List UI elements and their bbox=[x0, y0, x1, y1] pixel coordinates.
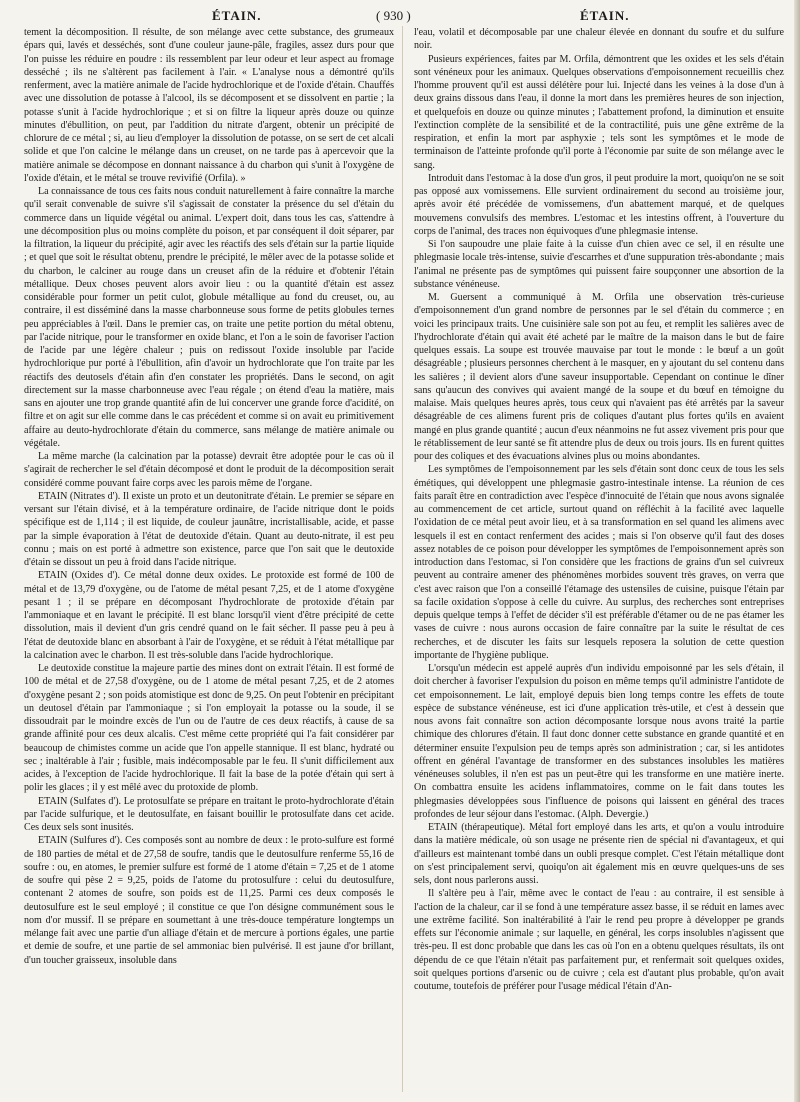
entry-sulfures: ETAIN (Sulfures d'). Ces composés sont au nombre de deux : le proto-sulfure est formé de 180 parties de métal et de 27,58 de soufre, tandis que le deutosulfure renferme 55,16 de soufre : ou, en atomes, le premier sulfure est formé de 1 atome d'étain = 7,25 et de 1 atome de soufre qui pèse 2 = 9,25, poids de l'atome du protosulfure : celui du deutosulfure, contenant 2 atomes de soufre, son poids est de 11,25. Parmi ces deux composés le deutosulfure est le seul employé ; il constitue ce que l'on désigne communément sous le nom d'or mussif. Il se prépare en soumettant à une très-douce température longtemps un mélange fait avec une partie d'un alliage d'étain et de mercure à portions égales, une partie et demie de soufre, et une partie de sel ammoniac bien pulvérisé. Il est jaune d'or brillant, d'un toucher graisseux, insoluble dans bbox=[24, 835, 394, 966]
paragraph: Les symptômes de l'empoisonnement par les sels d'étain sont donc ceux de tous les sels émétiques, qui développent une phlegmasie gastro-intestinale intense. La réunion de ces faits paraît être en contradiction avec l'espèce d'innocuité de l'étain que nous avons signalée au commencement de cet article, surtout quand on réfléchit à la facilité avec laquelle l'oxidation de ce métal peut avoir lieu, et à sa transformation en sel quand les alimens avec lesquels il est en contact renferment des acides ; mais si l'on observe qu'il faut des doses assez notables de ce poison pour développer les symptômes de l'empoisonnement après son introduction dans l'estomac, si l'on considère que les fractions de grains d'un sel cuivreux peuvent au contraire amener des phénomènes morbides souvent très graves, on verra que c'est avec raison que l'on a conseillé l'étamage des ustensiles de cuisine, puisque l'étain par sa facile oxidation s'oppose à celle du cuivre. Au surplus, des recherches sont entreprises depuis quelque temps à l'effet de décider s'il est préférable d'étamer ou de ne pas étamer les vases de cuivre : nous aurons occasion de faire connaître par la suite le résultat de ces recherches, et de discuter les faits sur lesquels reposera la solution de cette question importante de l'hygiène publique. bbox=[414, 464, 784, 661]
paragraph: Il s'altère peu à l'air, même avec le contact de l'eau : au contraire, il est sensible à l'action de la chaleur, car il se fond à une température assez basse, il se réduit en lames avec une extrême facilité. Son inaltérabilité à l'air le rend peu propre à développer pe grands effets sur l'économie animale ; sur laquelle, en général, les corps insolubles n'agissent que très-peu. Il est donc probable que dans les cas où l'on en a obtenu quelques résultats, ils ont dépendu de ce que l'étain n'était pas parfaitement pur, et renfermait soit quelques oxides, soit quelques portions d'arsenic ou de cuivre ; cela est d'autant plus probable, qu'on avait coutume, toutefois de préférer pour l'usage médical l'étain d'An- bbox=[414, 888, 784, 992]
paragraph: tement la décomposition. Il résulte, de son mélange avec cette substance, des grumeaux épars qui, lavés et desséchés, sont d'une couleur jaune-pâle, fragiles, assez durs pour que l'on puisse les réduire en poudre : ils ressemblent par leur odeur et leur aspect au fromage desséché ; ils ne s'altèrent pas facilement à l'air. « L'analyse nous a démontré qu'ils renferment, avec la matière animale de l'acide hydrochlorique et de l'oxide d'étain. Chauffés avec une dissolution de potasse à l'alcool, ils se décomposent et se dissolvent en partie ; la potasse s'unit à l'acide hydrochlorique ; et si on filtre la liqueur après douze ou quinze minutes d'ébullition, on peut, par l'addition du nitrate d'argent, obtenir un précipité de chlorure de ce métal ; si, au lieu d'employer la dissolution de potasse, on se sert de cet alcali solide et que l'on calcine le mélange dans un creuset, on ne tarde pas à apercevoir que la matière animale se décompose en donnant naissance à du charbon qui s'unit à l'oxygène de l'oxide d'étain, et le métal se trouve revivifié (Orfila). » bbox=[24, 27, 394, 184]
running-head-right: ÉTAIN. bbox=[580, 8, 630, 23]
page-edge bbox=[794, 0, 800, 1102]
paragraph: M. Guersent a communiqué à M. Orfila une observation très-curieuse d'empoisonnement d'un grand nombre de personnes par le sel d'étain du commerce ; en voici les principaux traits. Une cuisinière sale son pot au feu, et remplit les salières avec de l'hydrochlorate d'étain qui avait été acheté par le maître de la maison dans le but de faire quelques essais. La soupe est trouvée mauvaise par tout le monde : le bœuf a un goût désagréable ; plusieurs personnes cherchent à le masquer, en y ajoutant du sel contenu dans les salières ; il devient alors d'une saveur insupportable. Cependant on continue le dîner sans qu'aucun des convives qui avaient mangé de la soupe et du bœuf en témoigne du malaise. Mais quelques heures après, tous ceux qui n'avaient pas été arrêtés par la saveur désagréable de ces alimens furent pris de coliques d'autant plus fortes qu'ils en avaient mangé en plus grande quantité ; aucun d'eux néanmoins ne fut assez vivement pris pour que le rétablissement de leur santé se fît attendre plus de deux ou trois jours. Ils en furent quittes pour des coliques et des évacuations alvines plus ou moins abondantes. bbox=[414, 292, 784, 462]
left-column bbox=[24, 26, 394, 967]
entry-nitrates: ETAIN (Nitrates d'). Il existe un proto et un deutonitrate d'étain. Le premier se sépare en versant sur l'étain divisé, et à la température ordinaire, de l'acide nitrique dont le poids spécifique est de 1,114 ; il est liquide, de couleur jaunâtre, incristallisable, acide, et passe par la simple évaporation à l'état de deutoxide d'étain. Quant au deuto-nitrate, il est peu connu ; mais on est porté à admettre son existence, parce que l'on sait que le deutoxide d'étain se dissout un peu à froid dans l'acide nitrique. bbox=[24, 490, 394, 568]
right-column bbox=[414, 26, 784, 993]
entry-sulfates: ETAIN (Sulfates d'). Le protosulfate se prépare en traitant le proto-hydrochlorate d'étain par l'acide sulfurique, et le deutosulfate, en faisant bouillir le protosulfate dans cet acide. Ces deux sels sont inusités. bbox=[24, 795, 394, 833]
paragraph: L'orsqu'un médecin est appelé auprès d'un individu empoisonné par les sels d'étain, il doit chercher à favoriser l'expulsion du poison en même temps qu'il administre l'antidote de cet empoisonnement. Le lait, employé depuis bien long temps contre les effets de toute espèce de substance vénéneuse, est ici d'une application très-utile, et c'est à dessein que nous avons fait connaître son action décomposante lorsque nous avons traité la partie chimique des chlorures d'étain. Il faut donc donner cette substance en grande quantité et en déterminer ensuite l'expulsion peu de temps après son administration ; car, si les antidotes offrent en général l'avantage de transformer en des substances insolubles les matières vénéneuses solubles, il n'en est pas un peut-être qui les transforme en une matière inerte. On combattra ensuite les acidens inflammatoires, comme on le fait dans toutes les phlegmasies développées sous l'influence de poisons qui laissent en général des traces profondes de leur séjour dans l'estomac. (Alph. Devergie.) bbox=[414, 663, 784, 820]
paragraph: Si l'on saupoudre une plaie faite à la cuisse d'un chien avec ce sel, il en résulte une phlegmasie locale très-intense, suivie d'escarrhes et d'une suppuration très-abondante ; mais l'animal ne présente pas de symptômes qui puissent faire soupçonner une absortion de la substance vénéneuse. bbox=[414, 239, 784, 290]
running-head-left: ÉTAIN. bbox=[212, 8, 262, 23]
paragraph: Pusieurs expériences, faites par M. Orfila, démontrent que les oxides et les sels d'étain sont vénéneux pour les animaux. Quelques observations d'empoisonnement recueillis chez l'homme prouvent qu'il est aussi délétère pour lui. Injecté dans les veines à la dose d'un à deux grains dissous dans l'eau, il donne la mort dans les premières heures de son injection, et quelquefois en douze ou quinze minutes ; l'abattement profond, la diminution et ensuite l'extinction complète de la sensibilité et de la contractilité, puis une gêne extrême de la respiration, et enfin la mort par asphyxie ; tels sont les symptômes et le mode de terminaison de l'atteinte profonde qu'il porte à l'économie par suite de son mélange avec le sang. bbox=[414, 53, 784, 171]
entry-oxides: ETAIN (Oxides d'). Ce métal donne deux oxides. Le protoxide est formé de 100 de métal et de 13,79 d'oxygène, ou de l'atome de métal pesant 7,25, et de 1 atome d'oxygène pesant 1 ; il se prépare en décomposant l'hydrochlorate de protoxide d'étain par l'ammoniaque et en lavant le précipité. Il est blanc lorsqu'il vient d'être précipité de cette dissolution, mais il devient d'un gris cendré quand on le fait sécher. Il passe peu à peu à l'état de deutoxide blanc en absorbant à l'air de l'oxygène, et se réduit à l'état métallique par la calcination avec le charbon. Il est très-soluble dans l'acide hydrochlorique. bbox=[24, 570, 394, 661]
page-number: ( 930 ) bbox=[376, 8, 411, 23]
column-divider bbox=[402, 26, 403, 1092]
entry-therapeutique: ETAIN (thérapeutique). Métal fort employé dans les arts, et qu'on a voulu introduire dans la matière médicale, où son usage ne présente rien de spécial ni d'avantageux, et qui d'ailleurs est maintenant tombé dans un oubli presque complet. C'est l'étain métallique dont on s'est principalement servi, quoiqu'on ait également mis en œuvre quelques-uns de ses sels, dont nous parlerons aussi. bbox=[414, 822, 784, 886]
paragraph: La connaissance de tous ces faits nous conduit naturellement à faire connaître la marche qu'il serait convenable de suivre s'il s'agissait de constater la présence du sel d'étain du commerce dans un liquide végétal ou animal. L'expert doit, dans tous les cas, s'attendre à une décomposition plus ou moins complète du poison, et par conséquent il doit séparer, par la filtration, la liqueur du précipité, agir avec les réactifs des sels d'étain sur la partie liquide ; et quel que soit le résultat obtenu, prendre le précipité, le mêler avec de la potasse solide et du charbon, le calciner au rouge dans un creuset afin de la réduire et d'obtenir l'étain métallique. Deux choses peuvent alors avoir lieu : ou la quantité d'étain est assez considérable pour former un petit culot, globule métallique au fond du creuset, ou, au contraire, il est disséminé dans la masse charbonneuse sous forme de petits globules ternes peu appréciables à l'œil. Dans le premier cas, on traite une petite portion du métal obtenu, par l'acide nitrique, pour le transformer en oxide blanc, et l'on a le soin de favoriser l'action de l'acide par une légère chaleur ; puis on redissout l'oxide insoluble par l'acide hydrochlorique pur porté à l'ébullition, afin d'avoir un hydrochlorate que l'on traite par les réactifs des deutosels d'étain afin d'en constater les propriétés. Dans le second, on agit directement sur la masse charbonneuse avec l'eau régale ; on étend d'eau la matière, mais sans en ajouter une trop grande quantité afin de lui concerver une grande force d'acidité, on filtre et on agit sur elle comme dans le cas précédent et comme si on avait eu primitivement affaire au deuto-hydrochlorate d'étain du commerce, sans mélange de matière animale ou végétale. bbox=[24, 186, 394, 449]
paragraph: l'eau, volatil et décomposable par une chaleur élevée en donnant du soufre et du sulfure noir. bbox=[414, 27, 784, 52]
page-header bbox=[0, 4, 800, 24]
paragraph: Introduit dans l'estomac à la dose d'un gros, il peut produire la mort, quoiqu'on ne se soit pas opposé aux vomissemens. Elle survient ordinairement du second au troisième jour, après avoir été précédée de vomissemens, d'un abattement marqué, et de quelques mouvemens convulsifs des membres. L'estomac et les intestins offrent, à l'ouverture du corps de l'animal, des traces non équivoques d'une phlegmasie intense. bbox=[414, 172, 784, 237]
paragraph: La même marche (la calcination par la potasse) devrait être adoptée pour le cas où il s'agirait de rechercher le sel d'étain décomposé et dont le produit de la décomposition serait considéré comme pouvant faire corps avec les parois même de l'organe. bbox=[24, 451, 394, 489]
paragraph: Le deutoxide constitue la majeure partie des mines dont on extrait l'étain. Il est formé de 100 de métal et de 27,58 d'oxygène, ou de 1 atome de métal pesant 7,25, et de 2 atomes d'oxygène pesant 2 ; son poids atomistique est donc de 9,25. On peut l'obtenir en précipitant un deutosel d'étain par l'ammoniaque ; si l'on employait la potasse ou la soude, il se dissoudrait par le moindre excès de l'un ou de l'autre de ces deux réactifs, à cause de sa grande affinité pour ces deux alcalis. C'est même cette propriété qui l'a fait considérer par beaucoup de chimistes comme un acide que l'on appelle stannique. Il est blanc, hydraté ou sec ; inaltérable à l'air ; fusible, mais indécomposable par le feu. Il s'unit difficilement aux acides, à l'exception de l'acide hydrochlorique. Il fait la base de la potée d'étain qui sert à polir les glaces ; il y est mêlé avec du protoxide de plomb. bbox=[24, 663, 394, 794]
